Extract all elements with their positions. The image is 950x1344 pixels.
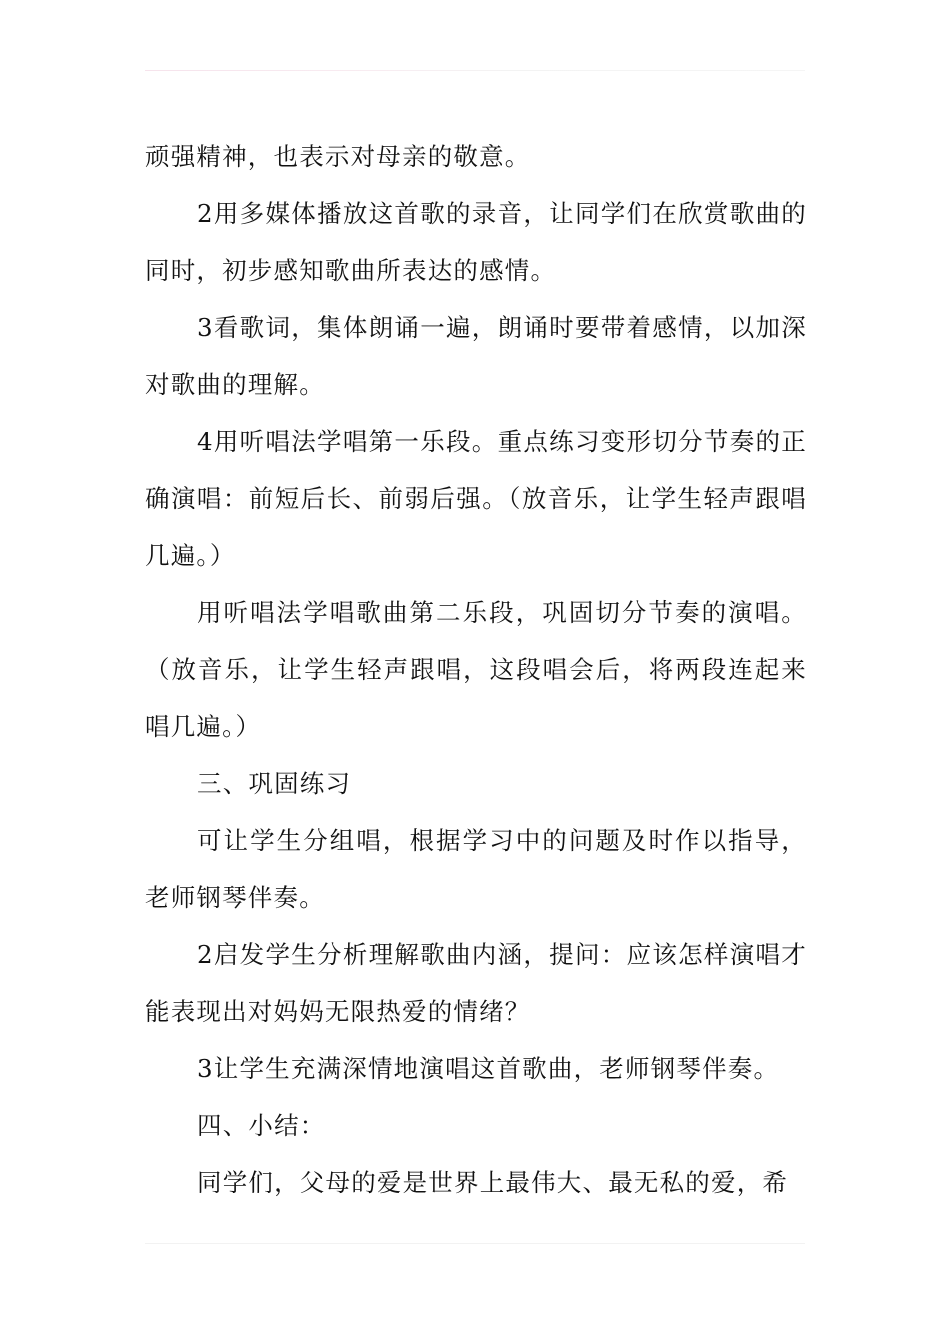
- paragraph-7: 2启发学生分析理解歌曲内涵，提问：应该怎样演唱才能表现出对妈妈无限热爱的情绪？: [145, 940, 807, 1026]
- paragraph-1: 顽强精神，也表示对母亲的敬意。: [145, 142, 531, 171]
- paragraph-2: 2用多媒体播放这首歌的录音，让同学们在欣赏歌曲的同时，初步感知歌曲所表达的感情。: [145, 199, 807, 285]
- footer-rule: [145, 1243, 805, 1244]
- paragraph-5: 用听唱法学唱歌曲第二乐段，巩固切分节奏的演唱。（放音乐，让学生轻声跟唱，这段唱会后，将两段连起来唱几遍。）: [145, 598, 807, 741]
- paragraph-9: 同学们，父母的爱是世界上最伟大、最无私的爱，希: [197, 1168, 789, 1197]
- section-heading-3: 三、巩固练习: [197, 769, 352, 798]
- header-rule: [145, 70, 805, 71]
- paragraph-8: 3让学生充满深情地演唱这首歌曲，老师钢琴伴奏。: [197, 1054, 780, 1083]
- paragraph-6: 可让学生分组唱，根据学习中的问题及时作以指导，老师钢琴伴奏。: [145, 826, 807, 912]
- paragraph-4: 4用听唱法学唱第一乐段。重点练习变形切分节奏的正确演唱：前短后长、前弱后强。（放音乐，让学生轻声跟唱几遍。）: [145, 427, 807, 570]
- section-heading-4: 四、小结：: [197, 1111, 326, 1140]
- document-body: [145, 128, 807, 1211]
- paragraph-3: 3看歌词，集体朗诵一遍，朗诵时要带着感情，以加深对歌曲的理解。: [145, 313, 807, 399]
